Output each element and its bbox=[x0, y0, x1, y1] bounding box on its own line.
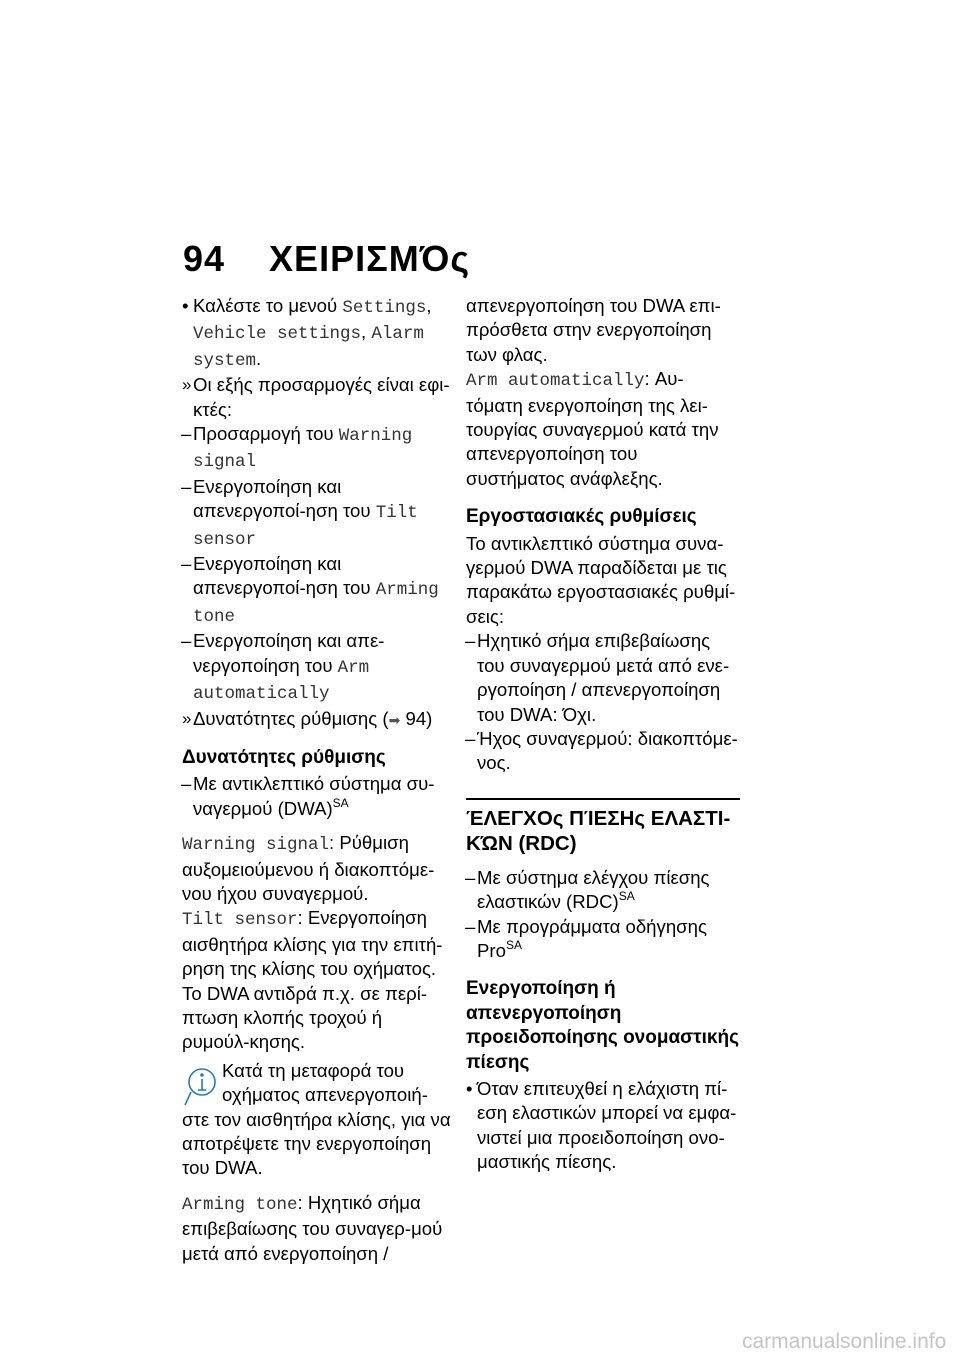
list-item bbox=[182, 475, 454, 552]
paragraph bbox=[182, 906, 454, 1054]
paragraph-text: : Αυ-τόματη ενεργοποίηση της λει-τουργίας συναγερμού κατά την απενεργοποίηση του συστήματος ανάφλεξης. bbox=[466, 368, 719, 489]
list-item bbox=[182, 552, 454, 629]
item-text: Οι εξής προσαρμογές είναι εφι-κτές: bbox=[193, 374, 450, 420]
item-text: , bbox=[361, 321, 372, 343]
page-header bbox=[183, 238, 470, 280]
paragraph: απενεργοποίηση του DWA επι-πρόσθετα στην ενεργοποίηση των φλας. bbox=[466, 295, 721, 365]
dash-marker: – bbox=[181, 773, 192, 795]
item-text: Όταν επιτευχθεί η ελάχιστη πί-εση ελαστικών μπορεί να εμφα-νιστεί μια προειδοποίηση ονο-μαστικής πίεσης. bbox=[477, 1077, 737, 1173]
menu-code: Arm automatically bbox=[466, 371, 645, 392]
paragraph bbox=[182, 831, 454, 906]
item-text: Με σύστημα ελέγχου πίεσης ελαστικών (RDC) bbox=[477, 866, 710, 913]
sa-superscript: SA bbox=[505, 937, 522, 952]
list-item bbox=[466, 629, 740, 727]
paragraph-text: : Ηχητικό σήμα επιβεβαίωσης του συναγερ-μού μετά από ενεργοποίηση / bbox=[182, 1191, 443, 1264]
dash-marker: – bbox=[465, 866, 476, 888]
section-divider bbox=[466, 798, 740, 856]
menu-code: Tilt sensor bbox=[182, 910, 298, 931]
list-item bbox=[466, 866, 740, 915]
list-item bbox=[182, 373, 454, 422]
right-column bbox=[466, 294, 740, 1175]
note-text: Κατά τη μεταφορά του οχήματος απενεργοποιή-στε τον αισθητήρα κλίσης, για να αποτρέψετε την ενεργοποίηση του DWA. bbox=[182, 1059, 451, 1179]
sa-superscript: SA bbox=[618, 889, 635, 904]
page-title: ΧΕΙΡΙΣΜΌς bbox=[269, 238, 471, 279]
list-item bbox=[466, 1077, 740, 1175]
item-text: Με προγράμματα οδήγησης Pro bbox=[477, 915, 707, 961]
menu-code: Warning signal bbox=[182, 835, 330, 856]
arrow-marker: » bbox=[182, 708, 192, 728]
menu-code: Arm automatically bbox=[193, 657, 370, 705]
item-text: . bbox=[256, 347, 262, 369]
item-text: Καλέστε το μενού bbox=[193, 295, 343, 316]
list-item bbox=[182, 707, 454, 732]
page-number: 94 bbox=[183, 238, 226, 279]
list-item bbox=[182, 422, 454, 475]
paragraph-text: : Ενεργοποίηση αισθητήρα κλίσης για την επιτή-ρηση της κλίσης του οχήματος. Το DWA αντιδρά π.χ. σε περί-πτωση κλοπής τροχού ή ρυμούλ-κησης. bbox=[182, 907, 443, 1053]
heading-rdc: ΈΛΕΓΧΟς ΠΊΕΣΗς ΕΛΑΣΤΙ-ΚΏΝ (RDC) bbox=[466, 806, 731, 855]
menu-code: Alarm system bbox=[193, 324, 424, 371]
watermark: carmanualsonline.info bbox=[742, 1330, 947, 1353]
bullet-marker: • bbox=[466, 1077, 473, 1099]
bullet-marker: • bbox=[182, 295, 189, 316]
dash-marker: – bbox=[181, 475, 192, 497]
item-text: , bbox=[426, 295, 432, 316]
list-item bbox=[466, 727, 740, 776]
heading-settings: Δυνατότητες ρύθμισης bbox=[182, 746, 386, 768]
sa-superscript: SA bbox=[332, 795, 349, 810]
heading-factory-settings: Εργοστασιακές ρυθμίσεις bbox=[466, 506, 697, 528]
info-note bbox=[182, 1059, 454, 1181]
page-ref-arrow-icon: ➡ bbox=[388, 711, 401, 728]
list-item bbox=[466, 915, 740, 964]
paragraph bbox=[466, 367, 740, 491]
menu-code: Vehicle settings bbox=[193, 324, 362, 345]
item-text: ) bbox=[426, 707, 433, 729]
menu-code: Settings bbox=[342, 298, 427, 318]
paragraph bbox=[182, 1191, 454, 1266]
dash-marker: – bbox=[181, 423, 192, 445]
menu-code: Tilt sensor bbox=[193, 503, 418, 550]
left-column bbox=[182, 294, 454, 1266]
item-text: Με αντικλεπτικό σύστημα συ-ναγερμού (DWA) bbox=[193, 773, 435, 819]
page-ref-link[interactable]: 94 bbox=[405, 707, 427, 729]
dash-marker: – bbox=[465, 915, 476, 937]
item-text: Ήχος συναγερμού: διακοπτόμε-νος. bbox=[477, 727, 738, 774]
paragraph: Το αντικλεπτικό σύστημα συνα-γερμού DWA παραδίδεται με τις παρακάτω εργοστασιακές ρυθμί-σεις: bbox=[466, 532, 736, 627]
item-text: Ηχητικό σήμα επιβεβαίωσης του συναγερμού μετά από ενε-ργοποίηση / απενεργοποίηση του DWA: Όχι. bbox=[477, 630, 730, 725]
list-item bbox=[182, 629, 454, 706]
info-icon bbox=[182, 1065, 216, 1107]
item-text: Ενεργοποίηση και απενεργοποί-ηση του bbox=[193, 475, 376, 522]
menu-code: Arming tone bbox=[193, 580, 439, 627]
item-text: Προσαρμογή του bbox=[193, 423, 339, 445]
heading-nominal-pressure: Ενεργοποίηση ή απενεργοποίηση προειδοποίησης ονομαστικής πίεσης bbox=[466, 978, 739, 1073]
arrow-marker: » bbox=[182, 375, 192, 395]
list-item bbox=[182, 294, 454, 373]
list-item bbox=[182, 772, 454, 821]
menu-code: Warning signal bbox=[193, 426, 413, 473]
item-text: Ενεργοποίηση και απενεργοποί-ηση του bbox=[193, 553, 376, 599]
dash-marker: – bbox=[465, 727, 476, 749]
menu-code: Arming tone bbox=[182, 1194, 298, 1215]
dash-marker: – bbox=[181, 553, 192, 575]
paragraph-text: : Ρύθμιση αυξομειούμενου ή διακοπτόμε-νου ήχου συναγερμού. bbox=[182, 832, 435, 904]
dash-marker: – bbox=[181, 630, 192, 652]
item-text: Δυνατότητες ρύθμισης ( bbox=[193, 707, 389, 729]
item-text: Ενεργοποίηση και απε-νεργοποίηση του bbox=[193, 630, 385, 676]
dash-marker: – bbox=[465, 630, 476, 652]
